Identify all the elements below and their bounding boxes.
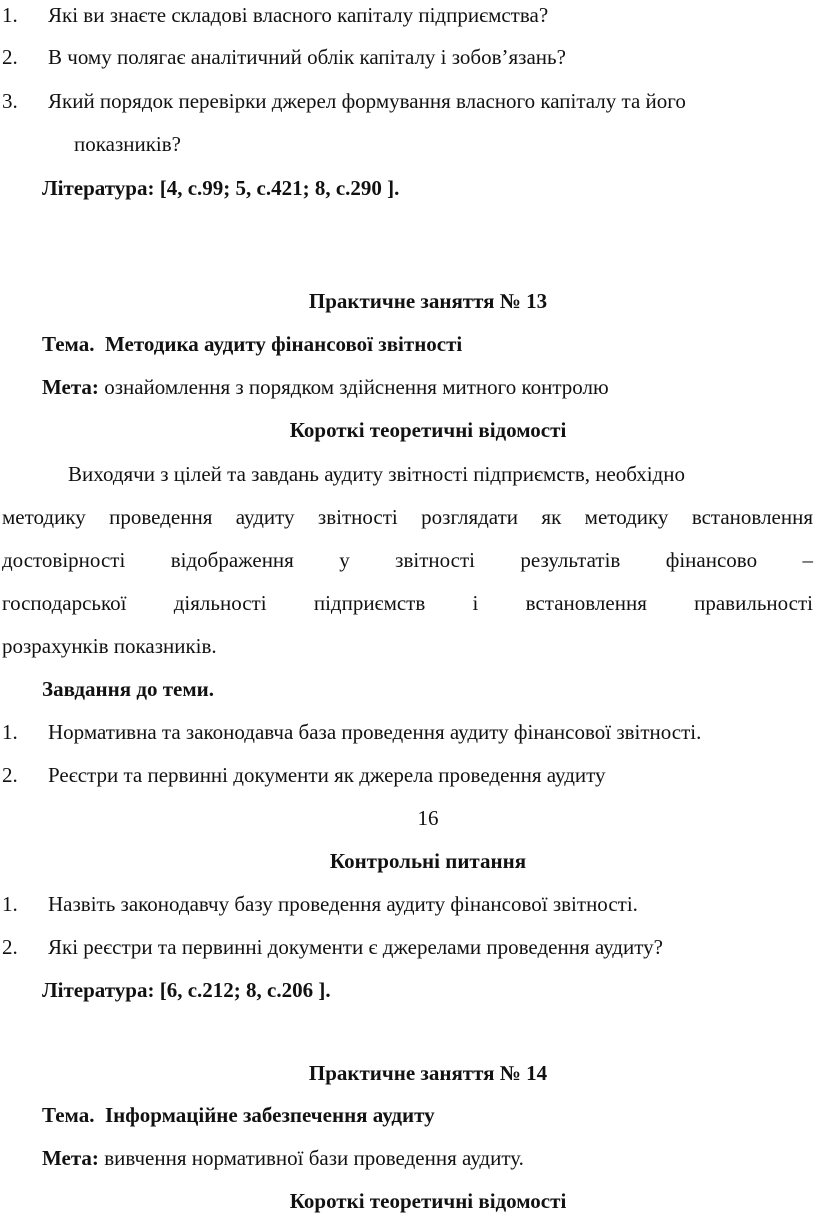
lesson-title: Практичне заняття № 14 [308, 1061, 548, 1085]
section-heading: Контрольні питання [329, 849, 527, 873]
list-text: Нормативна та законодавча база проведення аудиту фінансової звітності. [48, 720, 702, 744]
list-text: Назвіть законодавчу базу проведення аудиту фінансової звітності. [48, 892, 638, 916]
topic-line [42, 1102, 435, 1128]
list-text: Який порядок перевірки джерел формування власного капіталу та його [48, 89, 686, 113]
list-number: 1. [2, 3, 18, 27]
lesson-title: Практичне заняття № 13 [308, 289, 548, 313]
paragraph-line: Виходячи з цілей та завдань аудиту звітності підприємств, необхідно [68, 462, 685, 486]
topic-label: Тема. [42, 1103, 95, 1127]
paragraph-line: господарської діяльності підприємств і встановлення правильності [2, 591, 813, 615]
paragraph-line: розрахунків показників. [2, 634, 217, 658]
paragraph-line: достовірності відображення у звітності результатів фінансово – [2, 548, 813, 572]
topic-label: Тема. [42, 332, 95, 356]
literature-line: Література: [4, с.99; 5, с.421; 8, с.290 ]. [42, 176, 400, 200]
list-text-continuation: показників? [74, 132, 181, 156]
list-number: 2. [2, 45, 18, 69]
goal-line [42, 374, 609, 400]
page-number: 16 [417, 806, 439, 830]
list-text: В чому полягає аналітичний облік капіталу і зобов’язань? [48, 45, 566, 69]
goal-label: Мета: [42, 375, 99, 399]
section-heading: Короткі теоретичні відомості [289, 418, 567, 442]
list-text: Реєстри та первинні документи як джерела проведення аудиту [48, 763, 606, 787]
goal-text: вивчення нормативної бази проведення аудиту. [104, 1146, 524, 1170]
list-text: Які реєстри та первинні документи є джерелами проведення аудиту? [48, 935, 663, 959]
section-heading: Завдання до теми. [42, 677, 214, 701]
list-text: Які ви знаєте складові власного капіталу підприємства? [48, 3, 549, 27]
topic-line [42, 331, 462, 357]
list-number: 1. [2, 892, 18, 916]
list-number: 3. [2, 89, 18, 113]
paragraph-line: методику проведення аудиту звітності розглядати як методику встановлення [2, 505, 813, 529]
section-heading: Короткі теоретичні відомості [289, 1189, 567, 1213]
list-number: 2. [2, 935, 18, 959]
literature-line: Література: [6, с.212; 8, с.206 ]. [42, 978, 331, 1002]
topic-text: Інформаційне забезпечення аудиту [104, 1103, 435, 1127]
list-number: 1. [2, 720, 18, 744]
topic-text: Методика аудиту фінансової звітності [104, 332, 463, 356]
goal-label: Мета: [42, 1146, 99, 1170]
goal-line [42, 1145, 524, 1171]
goal-text: ознайомлення з порядком здійснення митного контролю [104, 375, 609, 399]
list-number: 2. [2, 763, 18, 787]
